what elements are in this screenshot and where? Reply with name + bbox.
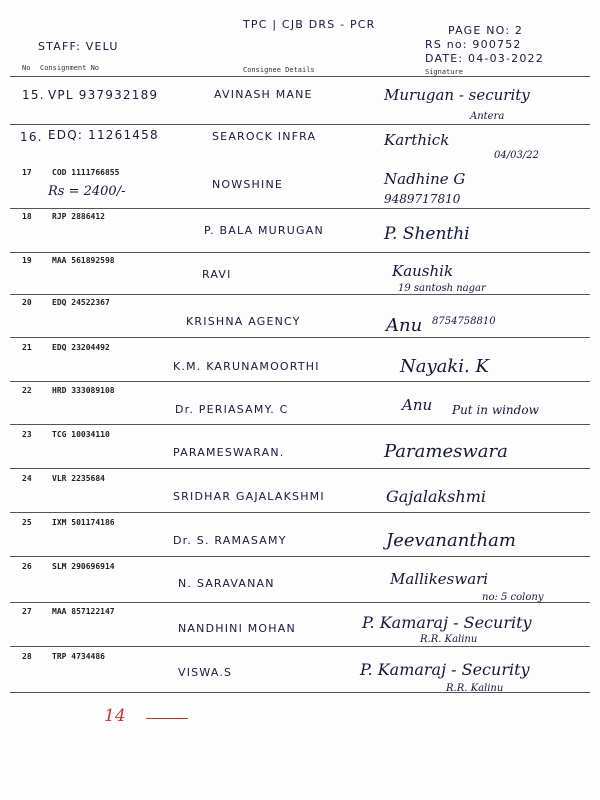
consignee-name: SRIDHAR GAJALAKSHMI <box>173 490 325 503</box>
consignee-name: N. SARAVANAN <box>178 577 275 590</box>
row-divider <box>10 294 590 295</box>
row-divider <box>10 556 590 557</box>
row-divider <box>10 337 590 338</box>
consignment-number: EDQ: 11261458 <box>48 128 159 142</box>
consignee-name: Dr. S. RAMASAMY <box>173 534 287 547</box>
row-number: 18 <box>22 212 32 221</box>
consignment-number: COD 1111766855 <box>52 168 120 177</box>
consignee-name: RAVI <box>202 268 232 281</box>
row-number: 28 <box>22 652 32 661</box>
row-number: 23 <box>22 430 32 439</box>
consignment-number: MAA 561892598 <box>52 256 115 265</box>
col-header-consignment: Consignment No <box>40 64 100 72</box>
row-divider <box>10 512 590 513</box>
signature-note: R.R. Kalinu <box>446 683 504 694</box>
consignment-number: EDQ 23204492 <box>52 343 110 352</box>
row-divider <box>10 424 590 425</box>
consignment-number: EDQ 24522367 <box>52 298 110 307</box>
sheet-title: TPC | CJB DRS - PCR <box>243 18 376 31</box>
signature: Anu <box>386 315 423 336</box>
row-number: 24 <box>22 474 32 483</box>
signature: P. Kamaraj - Security <box>360 660 530 679</box>
row-number: 20 <box>22 298 32 307</box>
row-divider <box>10 124 590 125</box>
consignment-number: MAA 857122147 <box>52 607 115 616</box>
row-number: 15. <box>22 88 45 102</box>
row-divider <box>10 381 590 382</box>
row-divider <box>10 208 590 209</box>
consignment-number: TRP 4734486 <box>52 652 105 661</box>
signature: Anu <box>402 396 433 414</box>
consignment-number: VPL 937932189 <box>48 88 159 102</box>
col-header-no: No <box>22 64 31 72</box>
staff-name: STAFF: VELU <box>38 40 119 53</box>
consignment-number: TCG 10034110 <box>52 430 110 439</box>
signature-note: Antera <box>470 111 505 122</box>
consignee-name: VISWA.S <box>178 666 233 679</box>
signature-note: Put in window <box>452 403 539 417</box>
page-number: PAGE NO: 2 <box>448 24 524 37</box>
consignee-name: NANDHINI MOHAN <box>178 622 296 635</box>
signature-note: 04/03/22 <box>494 150 539 161</box>
row-number: 22 <box>22 386 32 395</box>
signature-note: 8754758810 <box>432 316 496 327</box>
consignee-name: AVINASH MANE <box>214 88 313 101</box>
signature-note: no: 5 colony <box>482 592 544 603</box>
row-divider <box>10 692 590 693</box>
consignee-name: PARAMESWARAN. <box>173 446 285 459</box>
row-number: 26 <box>22 562 32 571</box>
count-underline <box>146 718 188 719</box>
signature: Kaushik <box>392 262 454 280</box>
row-divider <box>10 468 590 469</box>
consignment-number: HRD 333089108 <box>52 386 115 395</box>
signature: Nadhine G <box>384 170 466 188</box>
signature: Parameswara <box>384 441 508 462</box>
rs-number: RS no: 900752 <box>425 38 522 51</box>
row-divider <box>10 252 590 253</box>
row-number: 25 <box>22 518 32 527</box>
cod-amount: Rs = 2400/- <box>48 184 126 199</box>
row-number: 21 <box>22 343 32 352</box>
consignee-name: Dr. PERIASAMY. C <box>175 403 289 416</box>
row-number: 27 <box>22 607 32 616</box>
delivery-count: 14 <box>104 706 126 726</box>
signature: Murugan - security <box>384 86 530 104</box>
col-header-signature: Signature <box>425 68 463 76</box>
consignee-name: SEAROCK INFRA <box>212 130 317 143</box>
row-number: 16. <box>20 130 43 144</box>
consignment-number: VLR 2235684 <box>52 474 105 483</box>
signature-note: 19 santosh nagar <box>398 283 486 294</box>
row-divider <box>10 646 590 647</box>
consignee-name: K.M. KARUNAMOORTHI <box>173 360 320 373</box>
sheet-date: DATE: 04-03-2022 <box>425 52 544 65</box>
col-header-consignee: Consignee Details <box>243 66 315 74</box>
signature: Jeevanantham <box>386 530 516 551</box>
header-divider <box>10 76 590 77</box>
signature-note: R.R. Kalinu <box>420 634 478 645</box>
signature: Mallikeswari <box>390 570 489 588</box>
signature: P. Shenthi <box>384 224 470 244</box>
consignment-number: SLM 290696914 <box>52 562 115 571</box>
row-divider <box>10 602 590 603</box>
consignee-name: P. BALA MURUGAN <box>204 224 324 237</box>
row-number: 19 <box>22 256 32 265</box>
consignment-number: IXM 501174186 <box>52 518 115 527</box>
row-number: 17 <box>22 168 32 177</box>
signature-note: 9489717810 <box>384 192 461 206</box>
consignee-name: KRISHNA AGENCY <box>186 315 301 328</box>
consignment-number: RJP 2886412 <box>52 212 105 221</box>
signature: Karthick <box>384 131 450 149</box>
signature: Nayaki. K <box>400 356 489 377</box>
consignee-name: NOWSHINE <box>212 178 284 191</box>
signature: Gajalakshmi <box>386 487 486 506</box>
signature: P. Kamaraj - Security <box>362 613 532 632</box>
